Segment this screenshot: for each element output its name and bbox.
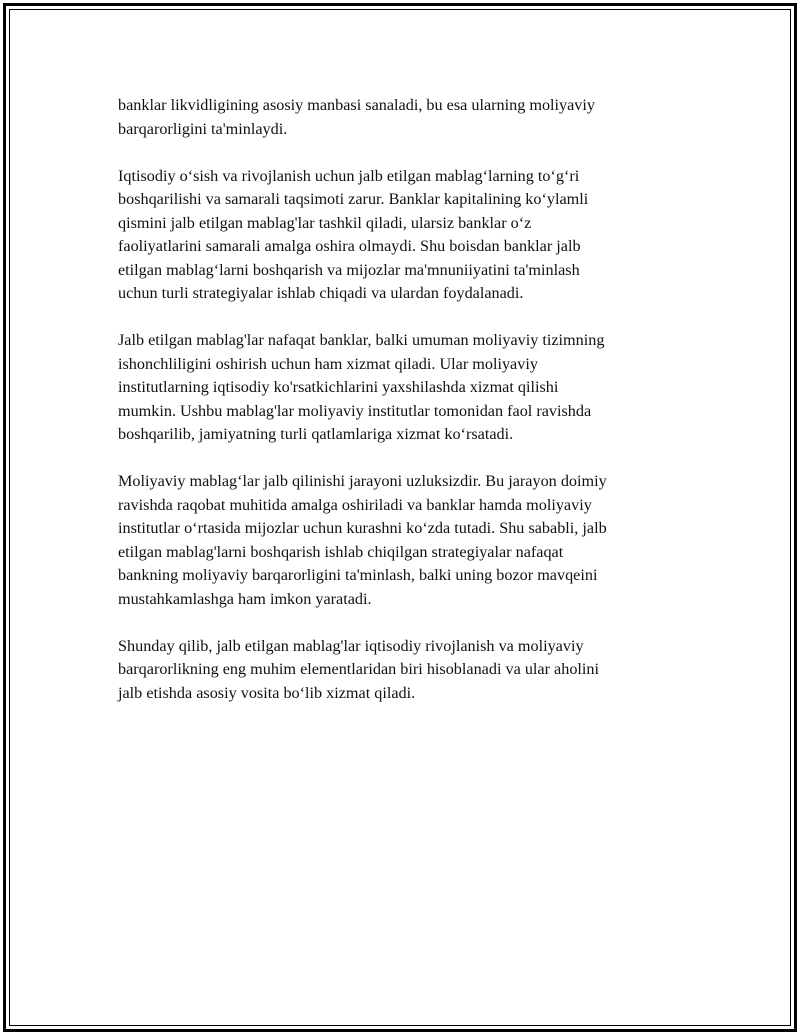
text-line: institutlarning iqtisodiy ko'rsatkichlarini yaxshilashda xizmat qilishi — [118, 378, 559, 396]
text-line: Jalb etilgan mablag'lar nafaqat banklar, balki umuman moliyaviy tizimning — [118, 331, 605, 349]
text-line: mustahkamlashga ham imkon yaratadi. — [118, 589, 372, 608]
document-body — [118, 94, 688, 729]
text-line: ishonchliligini oshirish uchun ham xizmat qiladi. Ular moliyaviy — [118, 354, 538, 373]
text-line: ravishda raqobat muhitida amalga oshiriladi va banklar hamda moliyaviy — [118, 495, 592, 514]
text-line: Shunday qilib, jalb etilgan mablag'lar iqtisodiy rivojlanish va moliyaviy — [118, 636, 584, 655]
text-line: jalb etishda asosiy vosita bo‘lib xizmat qiladi. — [118, 683, 416, 702]
text-line: Iqtisodiy o‘sish va rivojlanish uchun jalb etilgan mablag‘larning to‘g‘ri — [118, 166, 580, 185]
text-line: barqarorligini ta'minlaydi. — [118, 119, 288, 138]
text-line: faoliyatlarini samarali amalga oshira olmaydi. Shu boisdan banklar jalb — [118, 237, 581, 255]
text-line: uchun turli strategiyalar ishlab chiqadi va ulardan foydalanadi. — [118, 284, 524, 302]
paragraph-2 — [118, 165, 688, 306]
text-line: barqarorlikning eng muhim elementlaridan biri hisoblanadi va ular aholini — [118, 660, 599, 678]
paragraph-3 — [118, 329, 688, 447]
paragraph-5 — [118, 635, 688, 706]
text-line: banklar likvidligining asosiy manbasi sanaladi, bu esa ularning moliyaviy — [118, 96, 595, 114]
text-line: etilgan mablag‘larni boshqarish va mijozlar ma'mnuniiyatini ta'minlash — [118, 260, 580, 279]
text-line: etilgan mablag'larni boshqarish ishlab chiqilgan strategiyalar nafaqat — [118, 542, 564, 561]
text-line: boshqarilib, jamiyatning turli qatlamlariga xizmat ko‘rsatadi. — [118, 425, 514, 443]
paragraph-4 — [118, 470, 688, 611]
paragraph-1 — [118, 94, 688, 141]
text-line: boshqarilishi va samarali taqsimoti zarur. Banklar kapitalining ko‘ylamli — [118, 190, 589, 208]
text-line: mumkin. Ushbu mablag'lar moliyaviy institutlar tomonidan faol ravishda — [118, 401, 592, 420]
text-line: qismini jalb etilgan mablag'lar tashkil qiladi, ularsiz banklar o‘z — [118, 213, 532, 232]
text-line: Moliyaviy mablag‘lar jalb qilinishi jarayoni uzluksizdir. Bu jarayon doimiy — [118, 472, 607, 490]
text-line: bankning moliyaviy barqarorligini ta'minlash, balki uning bozor mavqeini — [118, 566, 598, 584]
text-line: institutlar o‘rtasida mijozlar uchun kurashni ko‘zda tutadi. Shu sababli, jalb — [118, 519, 607, 537]
